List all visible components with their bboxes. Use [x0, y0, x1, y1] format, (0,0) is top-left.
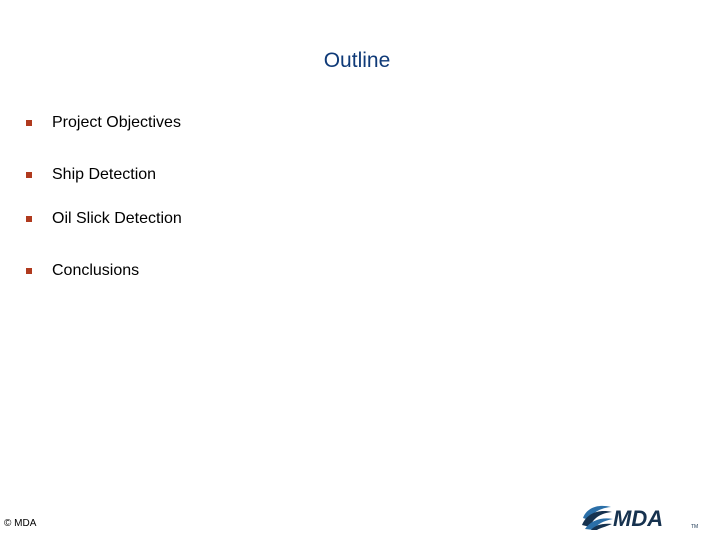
bullet-text: Project Objectives — [52, 114, 181, 131]
list-item — [26, 261, 139, 281]
square-bullet-icon — [26, 216, 32, 222]
list-item — [26, 209, 182, 229]
square-bullet-icon — [26, 120, 32, 126]
mda-swoosh-icon — [582, 506, 613, 530]
list-item — [26, 113, 181, 133]
bullet-text: Ship Detection — [52, 166, 157, 183]
square-bullet-icon — [26, 172, 32, 178]
square-bullet-icon — [26, 268, 32, 274]
bullet-text: Oil Slick Detection — [52, 210, 182, 227]
slide-title: Outline — [323, 49, 391, 72]
list-item — [26, 165, 156, 185]
bullet-text: Conclusions — [52, 262, 140, 279]
svg-text:MDA: MDA — [613, 506, 664, 531]
copyright-text: © MDA — [4, 518, 37, 529]
svg-text:TM: TM — [691, 524, 699, 530]
mda-logo — [581, 503, 699, 531]
